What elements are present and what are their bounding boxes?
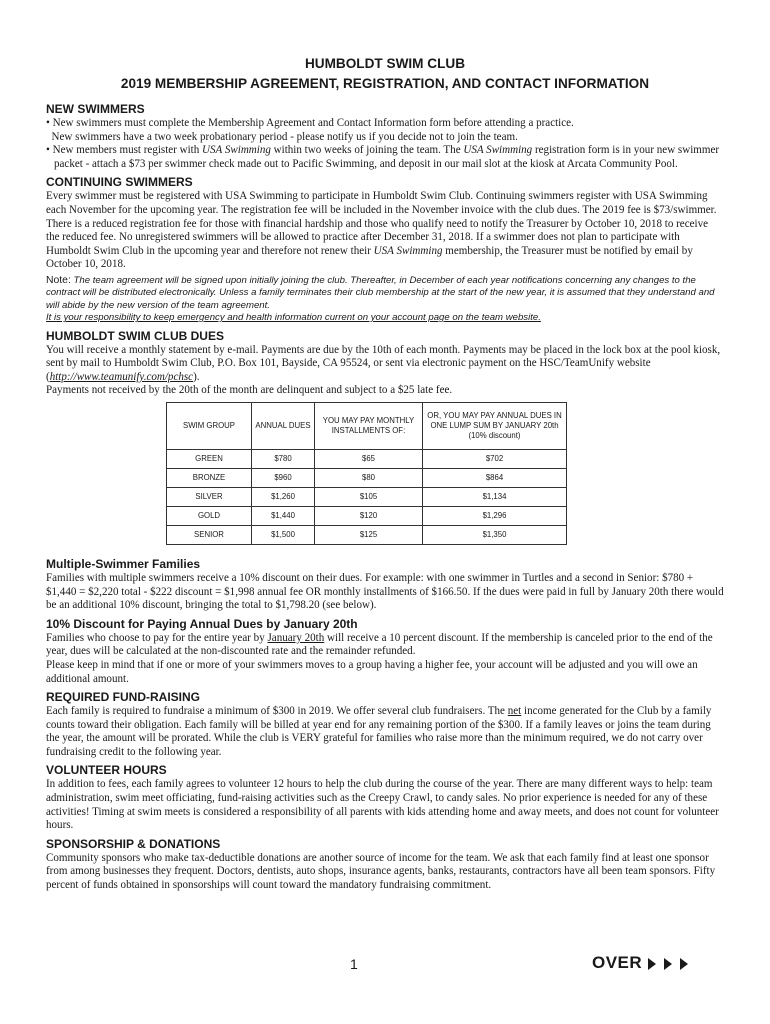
discount-paragraph-2: Please keep in mind that if one or more of your swimmers moves to a group having a higher fee, your account will be adjusted and you will owe an additional amount. xyxy=(46,658,698,685)
cell-annual: $1,440 xyxy=(252,506,315,525)
col-header-swim-group: SWIM GROUP xyxy=(167,402,252,449)
cell-lump-sum: $864 xyxy=(423,468,567,487)
discount-heading: 10% Discount for Paying Annual Dues by January 20th xyxy=(46,616,358,631)
cell-lump-sum: $702 xyxy=(423,449,567,468)
cell-group: SILVER xyxy=(167,487,252,506)
late-fee-paragraph: Payments not received by the 20th of the month are delinquent and subject to a $25 late fee. xyxy=(46,384,453,397)
dues-table-header-row xyxy=(167,402,567,449)
continuing-swimmers-heading: CONTINUING SWIMMERS xyxy=(46,175,193,190)
over-label: OVER xyxy=(592,953,643,972)
note-label: Note: xyxy=(46,274,71,286)
note-text: The team agreement will be signed upon initially joining the club. Thereafter, in December of each year notifications concerning any changes to the contract will be distributed electronically. Unless a family terminates their club membership at the start of the new year, it is assumed that they understand and will abide by the new version of the team agreement. xyxy=(46,274,715,311)
cell-lump-sum: $1,350 xyxy=(423,525,567,544)
teamunify-link[interactable]: http://www.teamunify.com/pchsc xyxy=(49,370,194,383)
new-swimmers-bullet-2: • New members must register with USA Swimming within two weeks of joining the team. The USA Swimming registration form is in your new swimmer packet - attach a $73 per swimmer check made out to Pacific Swimming, and deposit in our mail slot at the kiosk at Arcata Community Pool. xyxy=(46,144,720,170)
cell-monthly: $120 xyxy=(315,506,423,525)
sponsorship-heading: SPONSORSHIP & DONATIONS xyxy=(46,836,221,851)
table-row xyxy=(167,487,567,506)
col-header-lump-sum: OR, YOU MAY PAY ANNUAL DUES IN ONE LUMP SUM BY JANUARY 20th (10% discount) xyxy=(423,402,567,449)
club-title: HUMBOLDT SWIM CLUB xyxy=(304,56,466,71)
volunteer-heading: VOLUNTEER HOURS xyxy=(46,763,167,778)
play-arrow-icon xyxy=(664,958,672,970)
table-row xyxy=(167,449,567,468)
document-page xyxy=(46,54,724,893)
cell-monthly: $125 xyxy=(315,525,423,544)
new-swimmers-bullet-1 xyxy=(46,117,724,144)
cell-monthly: $80 xyxy=(315,468,423,487)
multiple-swimmer-heading: Multiple-Swimmer Families xyxy=(46,556,201,571)
fundraising-paragraph: Each family is required to fundraise a minimum of $300 in 2019. We offer several club fundraisers. The net income generated for the Club by a family counts toward their obligation. Each family will be billed at year end for any remaining portion of the $300. If a family leaves or joins the team during the year, the amount will be prorated. While the club is VERY grateful for families who raise more than the minimum required, we do not carry over fundraising credit to the following year. xyxy=(46,705,712,758)
dues-heading: HUMBOLDT SWIM CLUB DUES xyxy=(46,328,224,343)
table-row xyxy=(167,506,567,525)
cell-monthly: $65 xyxy=(315,449,423,468)
cell-group: GOLD xyxy=(167,506,252,525)
col-header-monthly: YOU MAY PAY MONTHLY INSTALLMENTS OF: xyxy=(315,402,423,449)
play-arrow-icon xyxy=(648,958,656,970)
new-swimmers-heading: NEW SWIMMERS xyxy=(46,102,145,116)
page-footer xyxy=(0,953,770,978)
table-row xyxy=(167,525,567,544)
cell-group: BRONZE xyxy=(167,468,252,487)
col-header-annual-dues: ANNUAL DUES xyxy=(252,402,315,449)
over-arrows xyxy=(648,958,688,970)
multiple-swimmer-paragraph: Families with multiple swimmers receive a 10% discount on their dues. For example: with one swimmer in Turtles and a second in Senior: $780 + $1,440 = $2,220 total - $222 discount = $1,998 annual fee OR monthly installments of $166.50. If the dues were paid in full by January 20th there would be an additional 10% discount, bringing the total to $1,798.20 (see below). xyxy=(46,571,724,612)
cell-group: SENIOR xyxy=(167,525,252,544)
continuing-swimmers-paragraph: Every swimmer must be registered with USA Swimming to participate in Humboldt Swim Club. Continuing swimmers register with USA Swimming each November for the upcoming year. The registration fee will be included in the November invoice with the club dues. The 2019 fee is $73/swimmer. There is a reduced registration fee for those with financial hardship and those who qualify need to notify the Treasurer by October 10, 2018 to receive the reduced fee. No unregistered swimmers will be allowed to practice after December 31, 2018. If a swimmer does not plan to participate with Humboldt Swim Club in the upcoming year and therefore not renew their USA Swimming membership, the Treasurer must be notified by email by October 10, 2018. xyxy=(46,190,717,271)
cell-annual: $780 xyxy=(252,449,315,468)
cell-lump-sum: $1,134 xyxy=(423,487,567,506)
cell-annual: $960 xyxy=(252,468,315,487)
volunteer-paragraph: In addition to fees, each family agrees to volunteer 12 hours to help the club during the course of the year. There are many different ways to help: team administration, swim meet officiating, fund-raising activities such as the Creepy Crawl, to candy sales. No prior experience is needed for any of these activities! Timing at swim meets is considered a responsibility of all parents with kids attending home and away meets, and does not count for volunteer hours. xyxy=(46,778,719,832)
cell-annual: $1,500 xyxy=(252,525,315,544)
page-number: 1 xyxy=(350,956,358,972)
team-agreement-note xyxy=(46,275,724,325)
bullet-1-line-1: • New swimmers must complete the Membership Agreement and Contact Information form before attending a practice. xyxy=(46,117,574,129)
discount-paragraph-1: Families who choose to pay for the entire year by January 20th will receive a 10 percent discount. If the membership is canceled prior to the end of the year, dues will be calculated at the non-discounted rate and the remainder refunded. xyxy=(46,631,713,658)
cell-group: GREEN xyxy=(167,449,252,468)
table-row xyxy=(167,468,567,487)
bullet-1-line-2: New swimmers have a two week probationary period - please notify us if you decide not to join the team. xyxy=(51,130,518,143)
cell-monthly: $105 xyxy=(315,487,423,506)
dues-table xyxy=(166,402,567,545)
note-responsibility: It is your responsibility to keep emergency and health information current on your account page on the team website. xyxy=(46,312,541,324)
dues-payment-paragraph: You will receive a monthly statement by e-mail. Payments are due by the 10th of each month. Payments may be placed in the lock box at the pool kiosk, sent by mail to Humboldt Swim Club, P.O. Box 101, Bayside, CA 95524, or sent via electronic payment on the HSC/TeamUnify website (http://www.teamunify.com/pchsc). xyxy=(46,343,721,383)
cell-lump-sum: $1,296 xyxy=(423,506,567,525)
cell-annual: $1,260 xyxy=(252,487,315,506)
play-arrow-icon xyxy=(680,958,688,970)
document-title: 2019 MEMBERSHIP AGREEMENT, REGISTRATION, AND CONTACT INFORMATION xyxy=(120,76,650,91)
sponsorship-paragraph: Community sponsors who make tax-deductible donations are another source of income for the team. We ask that each family find at least one sponsor from among businesses they frequent. Doctors, dentists, auto shops, insurance agents, banks, restaurants, contractors have all been team sponsors. Fifty percent of funds obtained in sponsorships will count toward the mandatory fundraising commitment. xyxy=(46,851,716,892)
fundraising-heading: REQUIRED FUND-RAISING xyxy=(46,690,201,705)
